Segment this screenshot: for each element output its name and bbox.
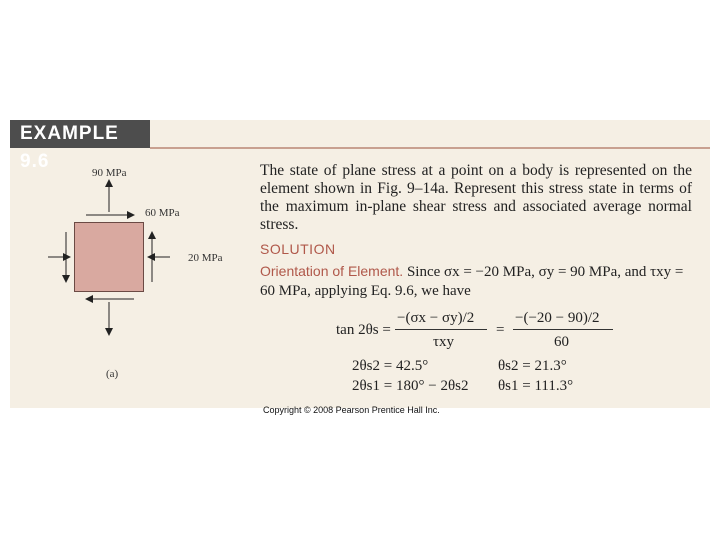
fraction-bar-2 [513,329,613,330]
problem-statement: The state of plane stress at a point on a body is represented on the element shown in Fig. 9–14a. Represent this stress state in terms of the maximum in-plane shear stress and associated average normal stress. [260,162,692,233]
eq-tan-denominator: τxy [433,334,455,350]
label-20mpa: 20 MPa [188,252,223,264]
eq-value-numerator: −(−20 − 90)/2 [515,310,600,326]
eq-row3-left: 2θs1 = 180° − 2θs2 [352,378,469,394]
example-header: EXAMPLE 9.6 [10,120,150,148]
orientation-paragraph [260,262,692,301]
label-60mpa: 60 MPa [145,207,180,219]
copyright-notice: Copyright © 2008 Pearson Prentice Hall Inc. [263,405,440,415]
orientation-heading: Orientation of Element. [260,263,404,279]
eq-row3-right: θs1 = 111.3° [498,378,574,394]
solution-heading: SOLUTION [260,241,336,257]
eq-value-denominator: 60 [554,334,569,350]
eq-equals: = [496,322,505,338]
eq-row2-left: 2θs2 = 42.5° [352,358,429,374]
eq-tan-numerator: −(σx − σy)/2 [397,310,475,326]
label-90mpa: 90 MPa [92,167,127,179]
orientation-text: Since σx = −20 MPa, σy = 90 MPa, and τxy = 60 MPa, applying Eq. 9.6, we have [260,264,684,299]
eq-tan-lhs: tan 2θs = [336,322,391,338]
eq-row2-right: θs2 = 21.3° [498,358,567,374]
fraction-bar-1 [395,329,487,330]
figure-caption: (a) [106,368,119,380]
